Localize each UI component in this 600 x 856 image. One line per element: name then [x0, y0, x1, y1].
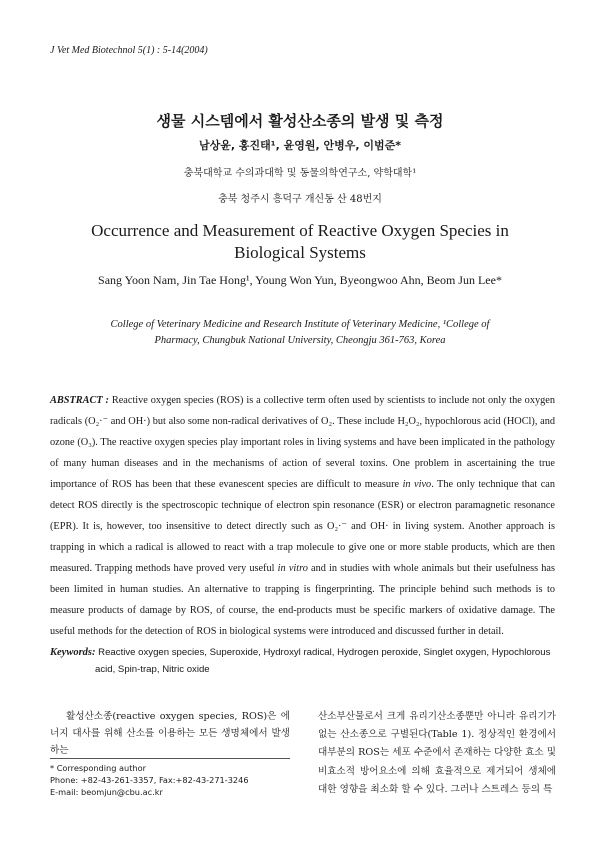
- korean-title: 생물 시스템에서 활성산소종의 발생 및 측정: [156, 112, 444, 130]
- footnote-email: E-mail: beomjun@cbu.ac.kr: [50, 787, 163, 797]
- abstract-emphasis-in-vivo: in vivo: [402, 479, 432, 490]
- english-title: Occurrence and Measurement of Reactive Oxygen Species in Biological Systems: [91, 221, 509, 262]
- keywords: [50, 644, 555, 678]
- footnote: [50, 762, 295, 798]
- body-left-column: 활성산소종(reactive oxygen species, ROS)은 에너지 대사를 위해 산소를 이용하는 모든 생명체에서 발생하는: [50, 711, 290, 756]
- footnote-phone: Phone: +82-43-261-3357, Fax:+82-43-271-3246: [50, 775, 249, 785]
- abstract: [50, 390, 555, 642]
- abstract-text-3: and in studies with whole animals but their usefulness has been limited in human studies. An alternative to trapping is fingerprinting. The principle behind such methods is to measure products of damage by ROS, of course, the end-products must be specific markers of oxidative damage. The useful methods for the detection of ROS in biological systems were introduced and discussed further in detail.: [50, 563, 556, 637]
- abstract-text-2: . The only technique that can detect ROS directly is the spectroscopic technique of electron spin resonance (ESR) or electron paramagnetic resonance (EPR). It is, however, too insensitive to detect directly such as O₂·⁻ and OH· in living system. Another approach is trapping in which a radical is allowed to react with a trap molecule to give one or more stable products, which are then measured. Trapping methods have proved very useful: [50, 479, 556, 574]
- footnote-divider: [50, 758, 290, 759]
- english-authors: Sang Yoon Nam, Jin Tae Hong¹, Young Won Yun, Byeongwoo Ahn, Beom Jun Lee*: [98, 273, 502, 287]
- body-right-column: 산소부산물로서 크게 유리기산소종뿐만 아니라 유리기가 없는 산소종으로 구별된다(Table 1). 정상적인 환경에서 대부분의 ROS는 세포 수준에서 존재하는 다양한 효소 및 비효소적 방어요소에 의해 효율적으로 제거되어 생체에 대한 영향을 최소화 할 수 있다. 그러나 스트레스 등의 특: [318, 711, 556, 795]
- korean-affiliation: 충북대학교 수의과대학 및 동물의학연구소, 약학대학¹: [183, 168, 417, 179]
- abstract-text-1: Reactive oxygen species (ROS) is a collective term often used by scientists to include not only the oxygen radicals (O₂·⁻ and OH·) but also some non-radical derivatives of O₂. These include H₂O₂, hypochlorous acid (HOCl), and ozone (O₃). The reactive oxygen species play important roles in living systems and have been implicated in the pathology of many human diseases and in the mechanisms of action of several toxins. One problem in ascertaining the true importance of ROS has been that these evanescent species are difficult to measure: [50, 395, 555, 490]
- korean-address: 충북 청주시 흥덕구 개신동 산 48번지: [218, 194, 382, 205]
- abstract-emphasis-in-vitro: in vitro: [277, 563, 308, 574]
- keywords-line-1: Reactive oxygen species, Superoxide, Hydroxyl radical, Hydrogen peroxide, Singlet oxygen, Hypochlorous: [98, 647, 551, 658]
- keywords-line-2: acid, Spin-trap, Nitric oxide: [95, 664, 210, 675]
- journal-reference: J Vet Med Biotechnol 5(1) : 5-14(2004): [50, 45, 208, 56]
- footnote-corresponding: * Corresponding author: [50, 763, 146, 773]
- english-affiliation: College of Veterinary Medicine and Research Institute of Veterinary Medicine, ¹College of Pharmacy, Chungbuk National University, Cheongju 361-763, Korea: [110, 319, 490, 346]
- keywords-label: Keywords:: [50, 647, 96, 658]
- korean-authors: 남상윤, 홍진태¹, 윤영원, 안병우, 이범준*: [199, 139, 401, 152]
- abstract-label: ABSTRACT :: [50, 395, 109, 406]
